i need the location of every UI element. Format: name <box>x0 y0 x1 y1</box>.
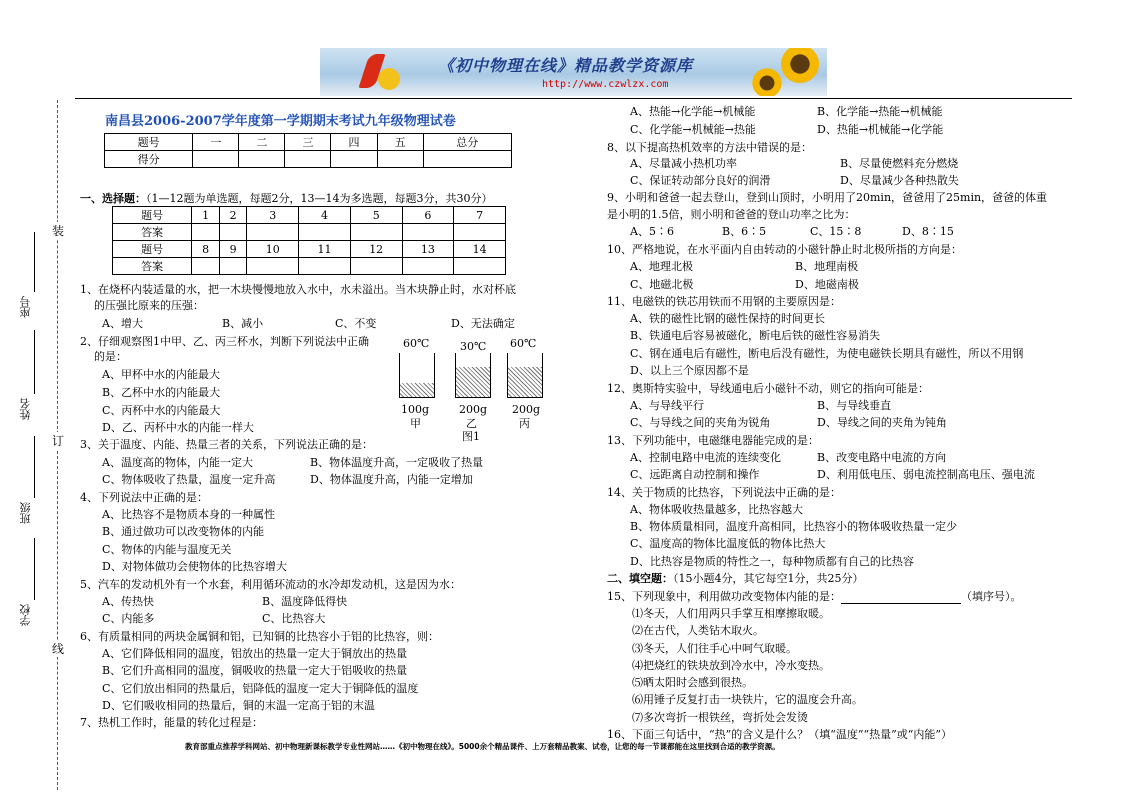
option: B、6∶5 <box>722 225 767 238</box>
question-2: 2、仔细观察图1中甲、乙、丙三杯水，判断下列说法中正确 <box>80 335 369 348</box>
option: D、利用低电压、弱电流控制高电压、强电流 <box>817 468 1035 481</box>
option: B、与导线垂直 <box>817 399 892 412</box>
answer-cell[interactable] <box>192 224 220 241</box>
temp-label: 60℃ <box>403 337 430 350</box>
name-label: 姓名 <box>19 398 32 420</box>
list-item: ⑷把烧红的铁块放到冷水中，冷水变热。 <box>632 659 830 672</box>
option: C、内能多 <box>102 612 155 625</box>
exam-title: 南昌县2006-2007学年度第一学期期末考试九年级物理试卷 <box>105 114 456 129</box>
section1-instructions: （1—12题为单选题，每题2分，13—14为多选题，每题3分，共30分） <box>146 192 493 205</box>
question-15 <box>607 588 1022 604</box>
score-header: 三 <box>285 134 331 151</box>
question-8: 8、以下提高热机效率的方法中错误的是： <box>607 141 812 154</box>
question-15-tail: （填序号）。 <box>961 590 1022 603</box>
option: A、温度高的物体，内能一定大 <box>102 456 253 469</box>
option: A、增大 <box>102 317 143 330</box>
mass-label: 100g <box>401 403 430 416</box>
option: D、以上三个原因都不是 <box>630 364 749 377</box>
answer-cell[interactable] <box>454 224 506 241</box>
option: C、钢在通电后有磁性，断电后没有磁性，为使电磁铁长期具有磁性，所以不用钢 <box>630 347 1024 360</box>
binding-mark-ding: 订 <box>52 434 65 448</box>
option: C、地磁北极 <box>630 278 694 291</box>
answer-number: 5 <box>350 207 402 224</box>
score-header: 题号 <box>105 134 193 151</box>
option: C、与导线之间的夹角为锐角 <box>630 416 771 429</box>
mass-label: 200g <box>459 403 488 416</box>
answer-number: 10 <box>247 241 299 258</box>
score-cell[interactable] <box>423 151 511 168</box>
section1-heading: 一、选择题： <box>80 192 146 205</box>
score-cell[interactable] <box>377 151 423 168</box>
answer-cell[interactable] <box>402 224 454 241</box>
option: B、尽量使燃料充分燃烧 <box>840 157 959 170</box>
score-header: 总分 <box>423 134 511 151</box>
answer-cell[interactable] <box>247 224 299 241</box>
option: C、远距离自动控制和操作 <box>630 468 760 481</box>
score-table <box>104 133 512 168</box>
answer-number: 1 <box>192 207 220 224</box>
option: B、铁通电后容易被磁化，断电后铁的磁性容易消失 <box>630 329 881 342</box>
answer-number: 7 <box>454 207 506 224</box>
option: C、化学能→机械能→热能 <box>630 123 756 136</box>
option: C、15∶8 <box>810 225 862 238</box>
question-1: 1、在烧杯内装适量的水，把一木块慢慢地放入水中，水未溢出。当木块静止时，水对杯底 <box>80 283 516 296</box>
question-9-cont: 是小明的1.5倍，则小明和爸爸的登山功率之比为： <box>607 208 856 221</box>
score-header: 二 <box>239 134 285 151</box>
section2-heading: 二、填空题： <box>607 572 673 585</box>
answer-cell[interactable] <box>350 258 402 275</box>
seat-field[interactable] <box>34 232 35 292</box>
answer-cell[interactable] <box>299 258 351 275</box>
list-item: ⑹用锤子反复打击一块铁片，它的温度会升高。 <box>632 693 863 706</box>
figure-caption: 图1 <box>462 430 480 443</box>
option: B、改变电路中电流的方向 <box>817 451 947 464</box>
option: D、对物体做功会使物体的比热容增大 <box>102 560 287 573</box>
option: B、它们升高相同的温度，铜吸收的热量一定大于铝吸收的热量 <box>102 664 408 677</box>
list-item: ⑵在古代，人类钻木取火。 <box>632 624 764 637</box>
answer-header: 题号 <box>113 207 192 224</box>
option: A、尽量减小热机功率 <box>630 157 737 170</box>
answer-number: 12 <box>350 241 402 258</box>
question-2-cont: 的是： <box>94 350 127 363</box>
answer-number: 6 <box>402 207 454 224</box>
option: C、比热容大 <box>262 612 326 625</box>
answer-header: 题号 <box>113 241 192 258</box>
binding-mark-zhuang: 装 <box>52 224 65 238</box>
class-field[interactable] <box>34 436 35 498</box>
score-cell[interactable] <box>285 151 331 168</box>
option: A、比热容不是物质本身的一种属性 <box>102 508 275 521</box>
score-header: 一 <box>193 134 239 151</box>
option: D、乙、丙杯中水的内能一样大 <box>102 421 254 434</box>
option: A、热能→化学能→机械能 <box>630 105 756 118</box>
binding-mark-xian: 线 <box>52 642 65 656</box>
option: B、温度降低得快 <box>262 595 348 608</box>
answer-cell[interactable] <box>402 258 454 275</box>
class-label: 班级 <box>19 502 32 524</box>
answer-number: 4 <box>299 207 351 224</box>
sunflower-icon <box>778 48 822 86</box>
option: A、物体吸收热量越多，比热容越大 <box>630 503 803 516</box>
option: A、与导线平行 <box>630 399 704 412</box>
beaker-bing <box>507 353 543 398</box>
answer-cell[interactable] <box>454 258 506 275</box>
answer-cell[interactable] <box>350 224 402 241</box>
answer-cell[interactable] <box>219 224 247 241</box>
option: D、导线之间的夹角为钝角 <box>817 416 947 429</box>
option: C、保证转动部分良好的润滑 <box>630 174 771 187</box>
answer-number: 2 <box>219 207 247 224</box>
option: C、温度高的物体比温度低的物体比热大 <box>630 537 826 550</box>
score-header: 四 <box>331 134 377 151</box>
option: D、8∶15 <box>902 225 954 238</box>
answer-label: 答案 <box>113 258 192 275</box>
answer-number: 3 <box>247 207 299 224</box>
banner-url[interactable]: http://www.czwlzx.com <box>542 79 669 90</box>
option: B、乙杯中水的内能最大 <box>102 386 221 399</box>
question-10: 10、严格地说，在水平面内自由转动的小磁针静止时北极所指的方向是： <box>607 243 962 256</box>
score-cell[interactable] <box>331 151 377 168</box>
question-14: 14、关于物质的比热容，下列说法中正确的是： <box>607 486 841 499</box>
option: C、它们放出相同的热量后，铝降低的温度一定大于铜降低的温度 <box>102 682 419 695</box>
question-11: 11、电磁铁的铁芯用铁而不用钢的主要原因是： <box>607 295 841 308</box>
question-15-text: 15、下列现象中，利用做功改变物体内能的是： <box>607 590 841 603</box>
score-cell[interactable] <box>193 151 239 168</box>
option: D、它们吸收相同的热量后，铜的末温一定高于铝的末温 <box>102 699 375 712</box>
school-label: 学校 <box>19 604 32 626</box>
list-item: ⑶冬天，人们往手心中呵气取暖。 <box>632 642 797 655</box>
score-row-label: 得分 <box>105 151 193 168</box>
option: C、物体吸收了热量，温度一定升高 <box>102 473 276 486</box>
list-item: ⑸晒太阳时会感到很热。 <box>632 676 753 689</box>
answer-number: 9 <box>219 241 247 258</box>
option: A、它们降低相同的温度，铝放出的热量一定大于铜放出的热量 <box>102 647 407 660</box>
score-header: 五 <box>377 134 423 151</box>
answer-cell[interactable] <box>219 258 247 275</box>
option: D、尽量减少各种热散失 <box>840 174 959 187</box>
option: D、物体温度升高，内能一定增加 <box>310 473 473 486</box>
question-4: 4、下列说法中正确的是： <box>80 491 208 504</box>
score-cell[interactable] <box>239 151 285 168</box>
temp-label: 60℃ <box>510 337 537 350</box>
option: B、地理南极 <box>795 260 859 273</box>
mass-label: 200g <box>512 403 541 416</box>
option: D、无法确定 <box>451 317 515 330</box>
question-3: 3、关于温度、内能、热量三者的关系，下列说法正确的是： <box>80 438 373 451</box>
section1-title <box>80 190 492 206</box>
answer-blank[interactable] <box>841 593 961 604</box>
option: A、5∶6 <box>630 225 674 238</box>
sunflower-icon <box>750 66 784 96</box>
beaker-label: 甲 <box>410 417 421 430</box>
seat-label: 座号 <box>19 296 32 318</box>
answer-number: 8 <box>192 241 220 258</box>
option: C、物体的内能与温度无关 <box>102 543 232 556</box>
option: C、不变 <box>335 317 377 330</box>
option: D、地磁南极 <box>795 278 859 291</box>
answer-number: 13 <box>402 241 454 258</box>
answer-cell[interactable] <box>299 224 351 241</box>
beaker-label: 乙 <box>466 417 477 430</box>
banner-title: 《初中物理在线》精品教学资源库 <box>438 56 694 75</box>
list-item: ⑴冬天，人们用两只手掌互相摩擦取暖。 <box>632 607 830 620</box>
question-12: 12、奥斯特实验中，导线通电后小磁针不动，则它的指向可能是： <box>607 382 929 395</box>
option: B、物体质量相同，温度升高相同，比热容小的物体吸收热量一定少 <box>630 520 958 533</box>
option: A、甲杯中水的内能最大 <box>102 368 220 381</box>
option: A、地理北极 <box>630 260 693 273</box>
logo-dot-icon <box>378 68 400 90</box>
option: C、丙杯中水的内能最大 <box>102 404 221 417</box>
option: B、通过做功可以改变物体的内能 <box>102 525 265 538</box>
question-13: 13、下列功能中，电磁继电器能完成的是： <box>607 434 819 447</box>
question-9: 9、小明和爸爸一起去登山，登到山顶时，小明用了20min，爸爸用了25min，爸爸的体重 <box>607 191 1048 204</box>
name-field[interactable] <box>34 330 35 394</box>
banner <box>320 48 827 96</box>
option: B、化学能→热能→机械能 <box>817 105 943 118</box>
section2-title <box>607 570 864 586</box>
answer-number: 14 <box>454 241 506 258</box>
beaker-yi <box>455 353 491 398</box>
option: A、传热快 <box>102 595 154 608</box>
answer-number: 11 <box>299 241 351 258</box>
beaker-label: 丙 <box>519 417 530 430</box>
question-5: 5、汽车的发动机外有一个水套，利用循环流动的水冷却发动机，这是因为水： <box>80 578 461 591</box>
question-7: 7、热机工作时，能量的转化过程是： <box>80 716 263 729</box>
question-6: 6、有质量相同的两块金属铜和铝，已知铜的比热容小于铝的比热容，则： <box>80 630 439 643</box>
answer-cell[interactable] <box>192 258 220 275</box>
beaker-jia <box>399 353 435 398</box>
option: B、减小 <box>222 317 264 330</box>
option: B、物体温度升高，一定吸收了热量 <box>310 456 484 469</box>
answer-label: 答案 <box>113 224 192 241</box>
header-rule <box>75 98 1072 99</box>
school-field[interactable] <box>34 538 35 600</box>
temp-label: 30℃ <box>460 340 487 353</box>
list-item: ⑺多次弯折一根铁丝，弯折处会发烫 <box>632 711 808 724</box>
option: D、比热容是物质的特性之一，每种物质都有自己的比热容 <box>630 555 914 568</box>
option: A、控制电路中电流的连续变化 <box>630 451 781 464</box>
section2-instructions: （15小题4分，其它每空1分，共25分） <box>673 572 864 585</box>
option: A、铁的磁性比钢的磁性保持的时间更长 <box>630 312 825 325</box>
option: D、热能→机械能→化学能 <box>817 123 944 136</box>
answer-cell[interactable] <box>247 258 299 275</box>
question-16: 16、下面三句话中，“热”的含义是什么？（填“温度”“热量”或“内能”） <box>607 728 952 741</box>
answer-table <box>112 206 506 275</box>
question-1-cont: 的压强比原来的压强： <box>94 299 204 312</box>
page-footer: 教育部重点推荐学科网站、初中物理新课标教学专业性网站……《初中物理在线》。5000余个精品课件、上万套精品教案、试卷，让您的每一节课都能在这里找到合适的教学资源。 <box>185 742 780 751</box>
